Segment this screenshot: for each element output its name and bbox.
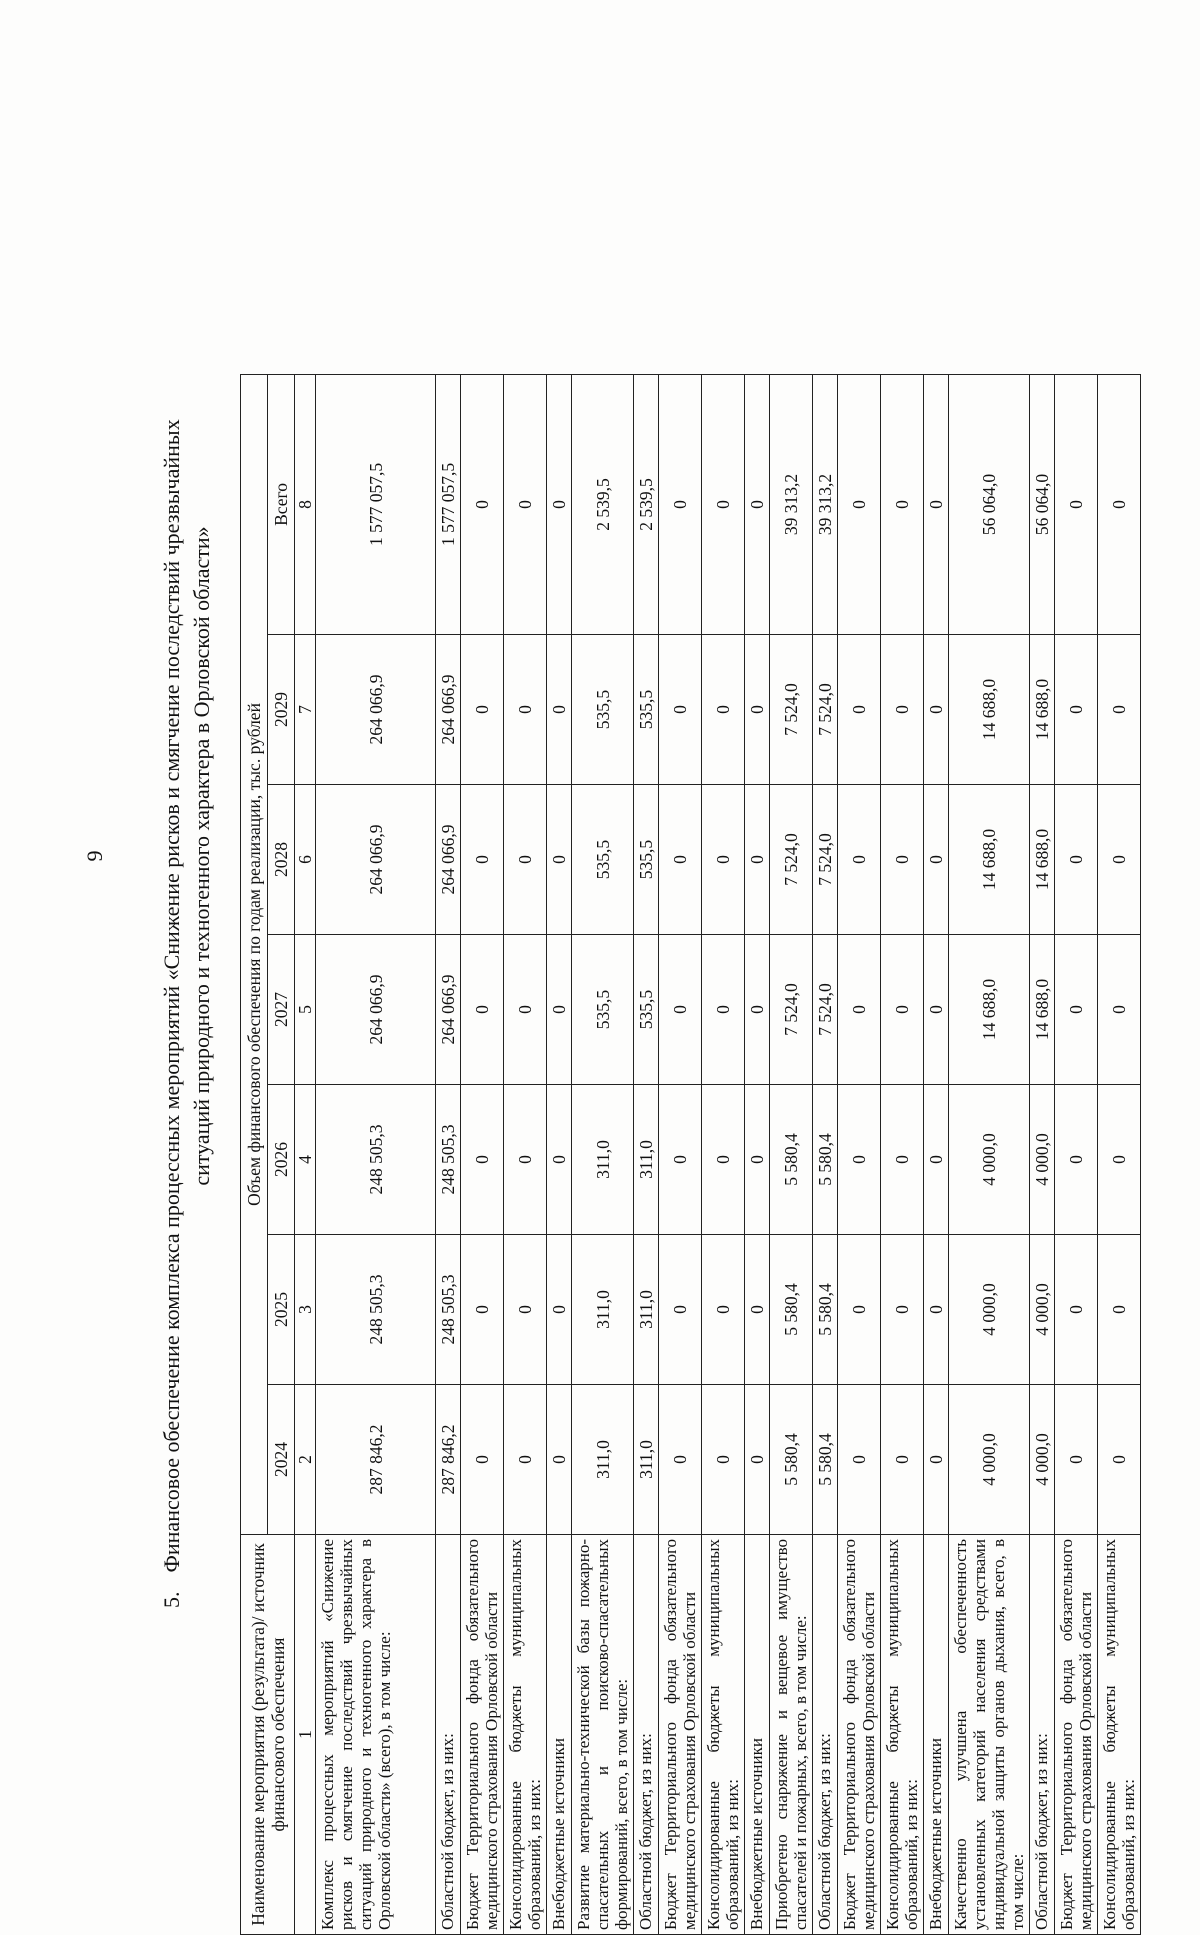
- value-cell: 4 000,0: [949, 1085, 1030, 1235]
- value-cell: 5 580,4: [770, 1235, 813, 1385]
- value-cell: 287 846,2: [436, 1385, 461, 1535]
- value-cell: 264 066,9: [436, 635, 461, 785]
- row-name-cell: Развитие материально-технической базы пожарно-спасательных и поисково-спасательных формирований, всего, в том числе:: [572, 1535, 634, 1935]
- value-cell: 0: [461, 785, 504, 935]
- value-cell: 0: [1055, 1385, 1098, 1535]
- value-cell: 311,0: [572, 1235, 634, 1385]
- value-cell: 0: [1098, 1085, 1141, 1235]
- value-cell: 0: [881, 1385, 924, 1535]
- page-number: 9: [82, 850, 107, 862]
- column-index-2: 3: [295, 1235, 316, 1385]
- value-cell: 0: [659, 935, 702, 1085]
- value-cell: 264 066,9: [316, 785, 436, 935]
- value-cell: 248 505,3: [316, 1085, 436, 1235]
- value-cell: 0: [702, 1235, 745, 1385]
- value-cell: 14 688,0: [1030, 635, 1055, 785]
- value-cell: 0: [547, 935, 572, 1085]
- value-cell: 311,0: [572, 1085, 634, 1235]
- value-cell: 5 580,4: [813, 1085, 838, 1235]
- row-name-cell: Комплекс процессных мероприятий «Снижение рисков и смягчение последствий чрезвычайных ситуаций природного и техногенного характера в Орловской области» (всего), в том числе:: [316, 1535, 436, 1935]
- value-cell: 0: [659, 1385, 702, 1535]
- row-name-cell: Бюджет Территориального фонда обязательного медицинского страхования Орловской области: [1055, 1535, 1098, 1935]
- value-cell: 0: [461, 1385, 504, 1535]
- header-name-column: Наименование мероприятия (результата)/ источник финансового обеспечения: [241, 1535, 295, 1935]
- value-cell: 7 524,0: [770, 635, 813, 785]
- table-row: [813, 374, 838, 1934]
- value-cell: 0: [1098, 785, 1141, 935]
- value-cell: 0: [745, 935, 770, 1085]
- header-year-0: 2024: [268, 1385, 295, 1535]
- value-cell: 0: [461, 374, 504, 634]
- table-row: [949, 374, 1030, 1934]
- value-cell: 39 313,2: [813, 374, 838, 634]
- value-cell: 0: [1055, 935, 1098, 1085]
- header-year-1: 2025: [268, 1235, 295, 1385]
- value-cell: 0: [745, 635, 770, 785]
- value-cell: 7 524,0: [770, 785, 813, 935]
- value-cell: 0: [504, 635, 547, 785]
- row-name-cell: Внебюджетные источники: [745, 1535, 770, 1935]
- column-index-0: 1: [295, 1535, 316, 1935]
- value-cell: 0: [745, 785, 770, 935]
- value-cell: 56 064,0: [1030, 374, 1055, 634]
- value-cell: 0: [547, 1385, 572, 1535]
- value-cell: 311,0: [572, 1385, 634, 1535]
- row-name-cell: Внебюджетные источники: [924, 1535, 949, 1935]
- value-cell: 0: [838, 374, 881, 634]
- value-cell: 56 064,0: [949, 374, 1030, 634]
- value-cell: 2 539,5: [572, 374, 634, 634]
- value-cell: 14 688,0: [1030, 935, 1055, 1085]
- value-cell: 0: [881, 935, 924, 1085]
- value-cell: 0: [881, 374, 924, 634]
- header-year-4: 2028: [268, 785, 295, 935]
- value-cell: 0: [1098, 1385, 1141, 1535]
- value-cell: 0: [504, 785, 547, 935]
- value-cell: 0: [1055, 785, 1098, 935]
- value-cell: 0: [924, 935, 949, 1085]
- value-cell: 264 066,9: [316, 935, 436, 1085]
- value-cell: 0: [1055, 374, 1098, 634]
- row-name-cell: Качественно улучшена обеспеченность установленных категорий населения средствами индивидуальной защиты органов дыхания, всего, в том числе:: [949, 1535, 1030, 1935]
- finance-table: [240, 374, 1141, 1935]
- value-cell: 248 505,3: [316, 1235, 436, 1385]
- value-cell: 248 505,3: [436, 1235, 461, 1385]
- row-name-cell: Бюджет Территориального фонда обязательного медицинского страхования Орловской области: [461, 1535, 504, 1935]
- value-cell: 0: [1055, 1235, 1098, 1385]
- value-cell: 0: [881, 635, 924, 785]
- value-cell: 0: [1098, 635, 1141, 785]
- value-cell: 4 000,0: [1030, 1235, 1055, 1385]
- value-cell: 0: [702, 1385, 745, 1535]
- value-cell: 0: [924, 1235, 949, 1385]
- header-year-5: 2029: [268, 635, 295, 785]
- value-cell: 5 580,4: [770, 1085, 813, 1235]
- table-row: [547, 374, 572, 1934]
- value-cell: 0: [924, 374, 949, 634]
- column-index-1: 2: [295, 1385, 316, 1535]
- value-cell: 0: [547, 1235, 572, 1385]
- column-index-4: 5: [295, 935, 316, 1085]
- value-cell: 0: [702, 785, 745, 935]
- value-cell: 0: [838, 1385, 881, 1535]
- value-cell: 0: [659, 635, 702, 785]
- value-cell: 39 313,2: [770, 374, 813, 634]
- value-cell: 0: [881, 1085, 924, 1235]
- value-cell: 0: [504, 1085, 547, 1235]
- value-cell: 264 066,9: [436, 935, 461, 1085]
- row-name-cell: Приобретено снаряжение и вещевое имущество спасателей и пожарных, всего, в том числе:: [770, 1535, 813, 1935]
- value-cell: 0: [745, 1235, 770, 1385]
- value-cell: 0: [1098, 935, 1141, 1085]
- column-index-3: 4: [295, 1085, 316, 1235]
- value-cell: 0: [461, 935, 504, 1085]
- value-cell: 248 505,3: [436, 1085, 461, 1235]
- value-cell: 535,5: [572, 635, 634, 785]
- value-cell: 0: [461, 1085, 504, 1235]
- value-cell: 0: [1098, 1235, 1141, 1385]
- table-row: [745, 374, 770, 1934]
- value-cell: 0: [659, 785, 702, 935]
- value-cell: 7 524,0: [813, 635, 838, 785]
- value-cell: 0: [838, 635, 881, 785]
- column-index-7: 8: [295, 374, 316, 634]
- row-name-cell: Консолидированные бюджеты муниципальных образований, из них:: [1098, 1535, 1141, 1935]
- header-year-2: 2026: [268, 1085, 295, 1235]
- value-cell: 311,0: [634, 1385, 659, 1535]
- value-cell: 0: [1098, 374, 1141, 634]
- row-name-cell: Бюджет Территориального фонда обязательного медицинского страхования Орловской области: [838, 1535, 881, 1935]
- value-cell: 1 577 057,5: [316, 374, 436, 634]
- value-cell: 0: [504, 1385, 547, 1535]
- table-row: [659, 374, 702, 1934]
- value-cell: 311,0: [634, 1085, 659, 1235]
- caption-text-1: Финансовое обеспечение комплекса процессных мероприятий «Снижение рисков и смягчение последствий чрезвычайных: [159, 419, 184, 1573]
- value-cell: 287 846,2: [316, 1385, 436, 1535]
- value-cell: 311,0: [634, 1235, 659, 1385]
- caption-line-2: ситуаций природного и техногенного характера в Орловской области»: [189, 526, 214, 1186]
- value-cell: 0: [461, 635, 504, 785]
- value-cell: 0: [924, 785, 949, 935]
- value-cell: 0: [1055, 1085, 1098, 1235]
- value-cell: 264 066,9: [316, 635, 436, 785]
- table-row: [634, 374, 659, 1934]
- table-row: [881, 374, 924, 1934]
- row-name-cell: Внебюджетные источники: [547, 1535, 572, 1935]
- header-year-6: Всего: [268, 374, 295, 634]
- finance-table-wrapper: [240, 375, 1138, 1935]
- row-name-cell: Бюджет Территориального фонда обязательного медицинского страхования Орловской области: [659, 1535, 702, 1935]
- value-cell: 264 066,9: [436, 785, 461, 935]
- row-name-cell: Консолидированные бюджеты муниципальных образований, из них:: [702, 1535, 745, 1935]
- table-caption: [157, 76, 225, 1636]
- value-cell: 0: [745, 374, 770, 634]
- value-cell: 14 688,0: [949, 635, 1030, 785]
- value-cell: 0: [924, 1385, 949, 1535]
- value-cell: 0: [461, 1235, 504, 1385]
- header-year-3: 2027: [268, 935, 295, 1085]
- row-name-cell: Областной бюджет, из них:: [1030, 1535, 1055, 1935]
- value-cell: 0: [924, 1085, 949, 1235]
- value-cell: 4 000,0: [1030, 1385, 1055, 1535]
- table-row: [838, 374, 881, 1934]
- table-row: [504, 374, 547, 1934]
- value-cell: 0: [924, 635, 949, 785]
- value-cell: 0: [745, 1385, 770, 1535]
- caption-line-1: [157, 76, 187, 1636]
- value-cell: 0: [702, 1085, 745, 1235]
- value-cell: 0: [702, 374, 745, 634]
- row-name-cell: Консолидированные бюджеты муниципальных образований, из них:: [881, 1535, 924, 1935]
- table-row: [770, 374, 813, 1934]
- row-name-cell: Консолидированные бюджеты муниципальных образований, из них:: [504, 1535, 547, 1935]
- caption-number: 5.: [159, 1591, 184, 1608]
- value-cell: 4 000,0: [1030, 1085, 1055, 1235]
- value-cell: 0: [659, 1085, 702, 1235]
- value-cell: 0: [504, 935, 547, 1085]
- value-cell: 5 580,4: [813, 1235, 838, 1385]
- value-cell: 0: [881, 1235, 924, 1385]
- value-cell: 0: [547, 374, 572, 634]
- value-cell: 14 688,0: [1030, 785, 1055, 935]
- value-cell: 14 688,0: [949, 935, 1030, 1085]
- value-cell: 0: [838, 935, 881, 1085]
- value-cell: 535,5: [572, 785, 634, 935]
- value-cell: 535,5: [634, 785, 659, 935]
- value-cell: 0: [745, 1085, 770, 1235]
- value-cell: 5 580,4: [770, 1385, 813, 1535]
- table-row: [572, 374, 634, 1934]
- value-cell: 0: [1055, 635, 1098, 785]
- table-row: [461, 374, 504, 1934]
- value-cell: 0: [838, 785, 881, 935]
- value-cell: 4 000,0: [949, 1385, 1030, 1535]
- value-cell: 7 524,0: [813, 935, 838, 1085]
- value-cell: 0: [838, 1085, 881, 1235]
- column-index-5: 6: [295, 785, 316, 935]
- value-cell: 0: [547, 785, 572, 935]
- column-index-6: 7: [295, 635, 316, 785]
- value-cell: 2 539,5: [634, 374, 659, 634]
- value-cell: 535,5: [634, 935, 659, 1085]
- value-cell: 0: [659, 374, 702, 634]
- table-row: [924, 374, 949, 1934]
- value-cell: 0: [702, 635, 745, 785]
- value-cell: 0: [547, 635, 572, 785]
- value-cell: 14 688,0: [949, 785, 1030, 935]
- value-cell: 0: [702, 935, 745, 1085]
- value-cell: 4 000,0: [949, 1235, 1030, 1385]
- table-row: [316, 374, 436, 1934]
- value-cell: 0: [659, 1235, 702, 1385]
- value-cell: 535,5: [572, 935, 634, 1085]
- value-cell: 7 524,0: [813, 785, 838, 935]
- value-cell: 0: [504, 374, 547, 634]
- table-row: [1098, 374, 1141, 1934]
- value-cell: 7 524,0: [770, 935, 813, 1085]
- value-cell: 0: [838, 1235, 881, 1385]
- table-row: [436, 374, 461, 1934]
- table-row: [1055, 374, 1098, 1934]
- value-cell: 5 580,4: [813, 1385, 838, 1535]
- row-name-cell: Областной бюджет, из них:: [634, 1535, 659, 1935]
- value-cell: 0: [504, 1235, 547, 1385]
- table-row: [1030, 374, 1055, 1934]
- row-name-cell: Областной бюджет, из них:: [813, 1535, 838, 1935]
- header-group-volume: Объем финансового обеспечения по годам реализации, тыс. рублей: [241, 374, 268, 1534]
- value-cell: 0: [881, 785, 924, 935]
- value-cell: 535,5: [634, 635, 659, 785]
- row-name-cell: Областной бюджет, из них:: [436, 1535, 461, 1935]
- value-cell: 1 577 057,5: [436, 374, 461, 634]
- table-row: [702, 374, 745, 1934]
- value-cell: 0: [547, 1085, 572, 1235]
